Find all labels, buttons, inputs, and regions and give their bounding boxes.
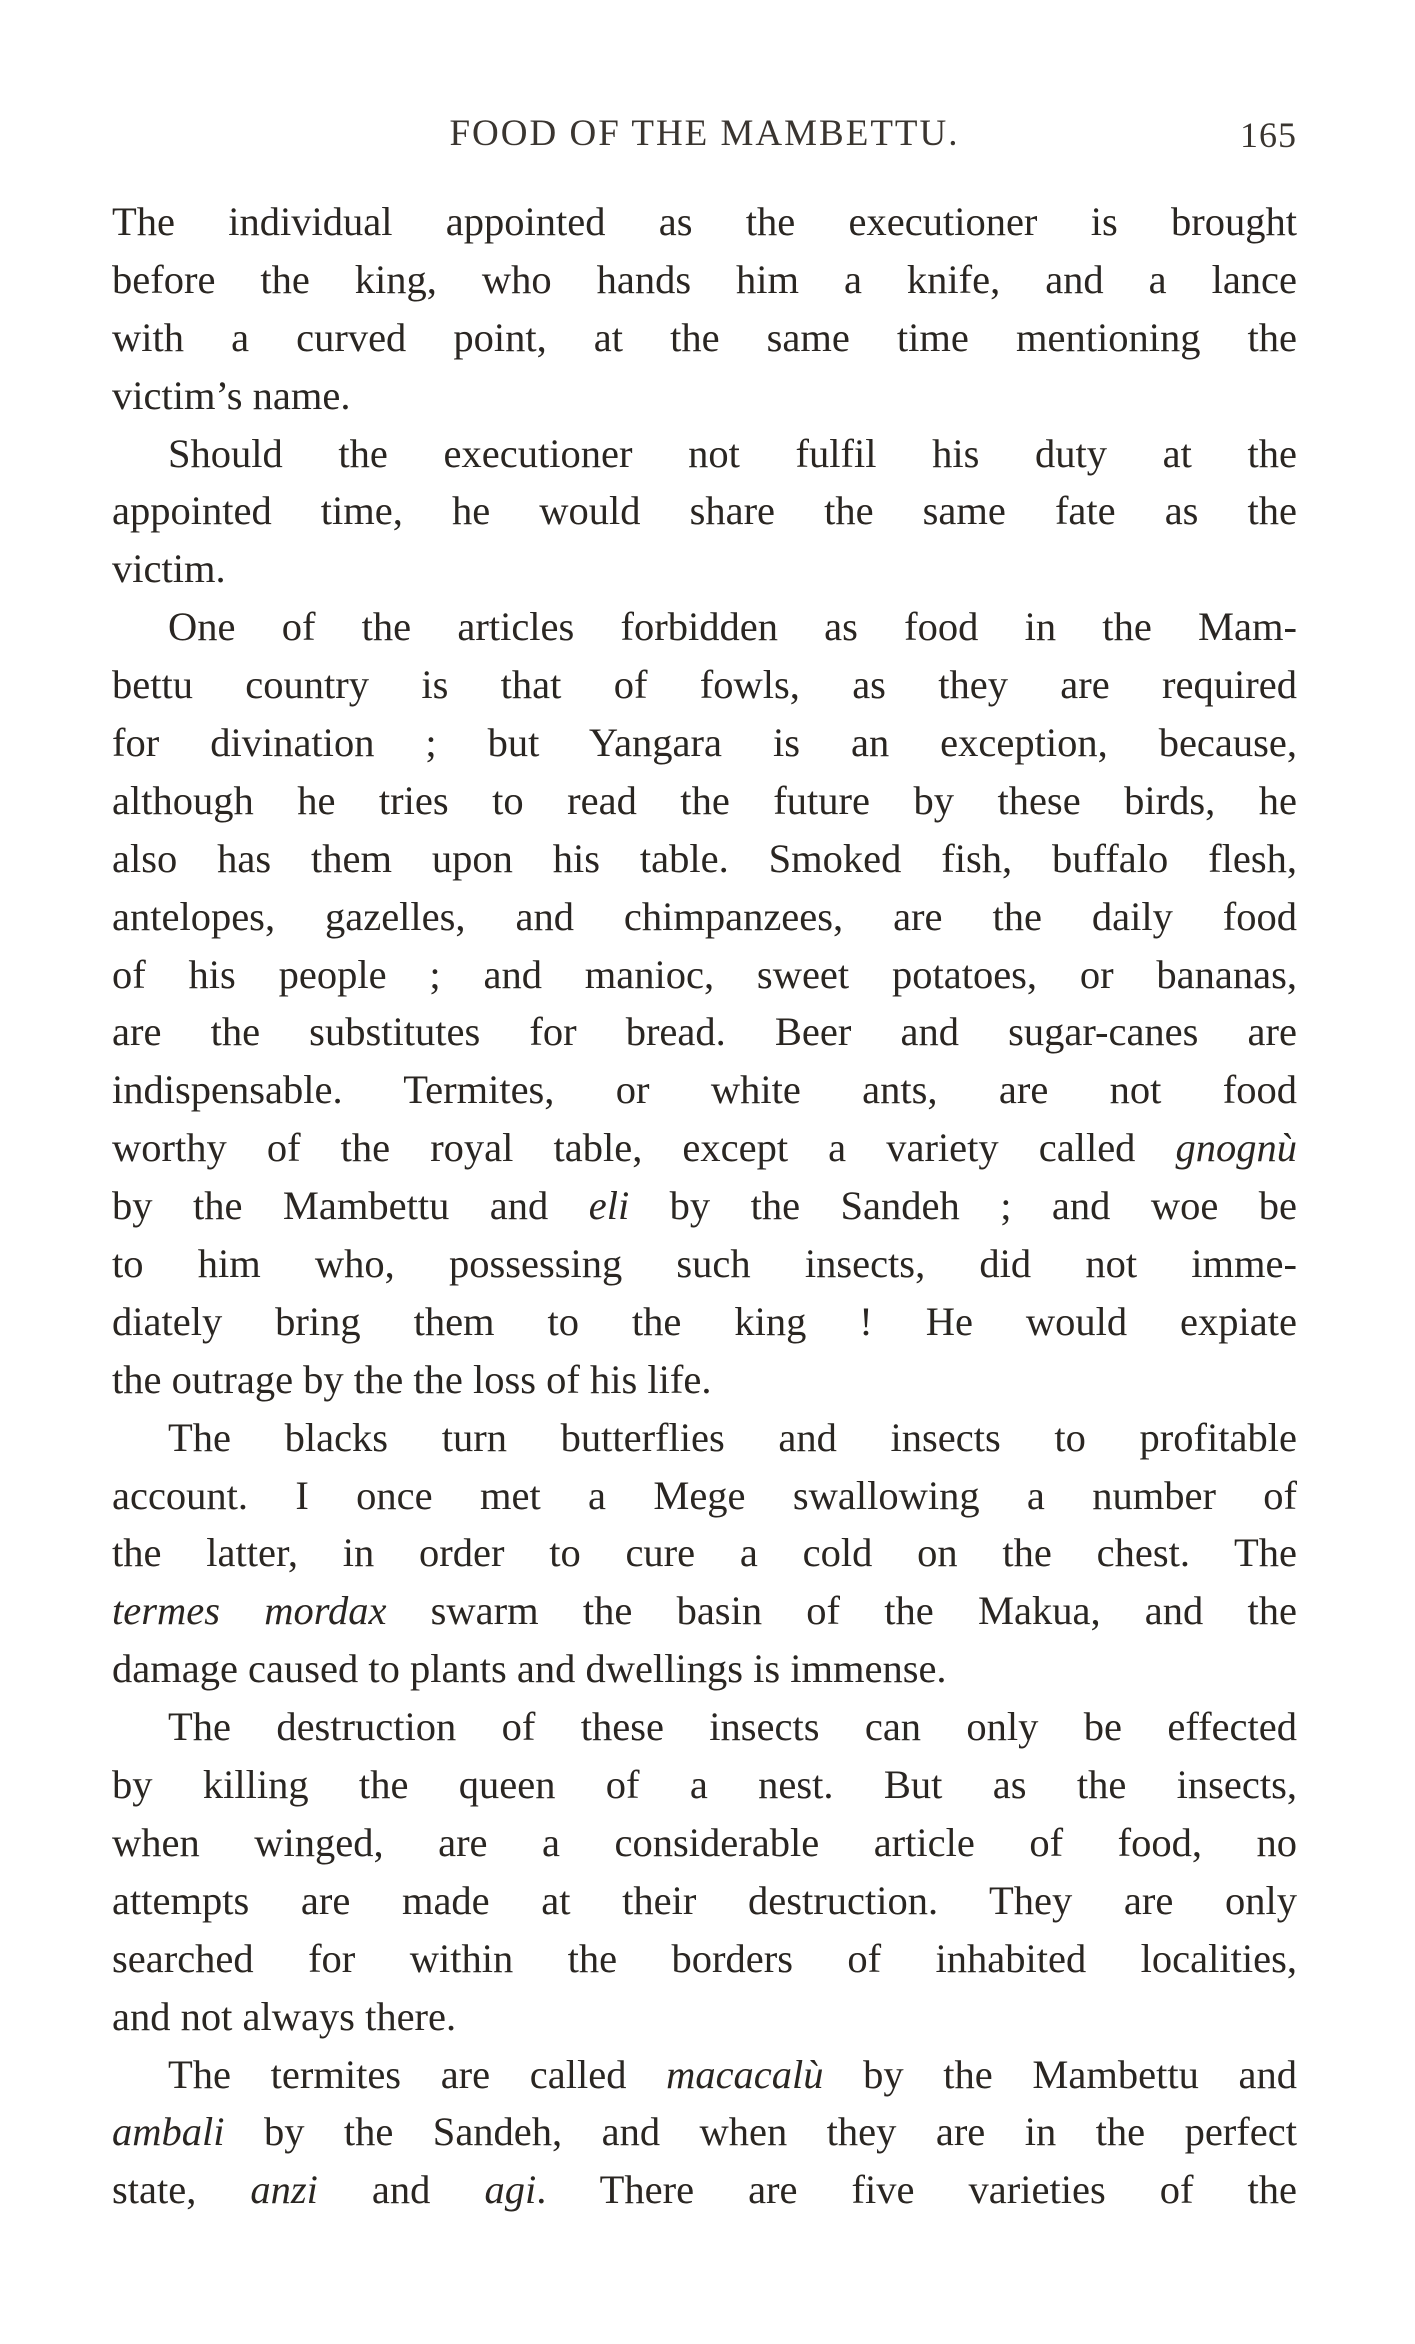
text-run: swarm the basin of the Makua, and the [386, 1588, 1297, 1634]
text-run: by killing the queen of a nest. But as the insects, [112, 1762, 1297, 1808]
text-line [112, 540, 1297, 598]
paragraph [112, 598, 1297, 1408]
text-line [112, 772, 1297, 830]
text-line [112, 425, 1297, 483]
text-line [112, 1467, 1297, 1525]
paragraph [112, 1409, 1297, 1698]
text-run: diately bring them to the king ! He would expiate [112, 1298, 1297, 1344]
text-run: to him who, possessing such insects, did not imme- [112, 1241, 1297, 1287]
text-run: when winged, are a considerable article of food, no [112, 1819, 1297, 1865]
text-line [112, 1061, 1297, 1119]
text-line [112, 1582, 1297, 1640]
text-line [112, 1756, 1297, 1814]
text-run: damage caused to plants and dwellings is immense. [112, 1646, 947, 1692]
text-run: the outrage by the the loss of his life. [112, 1356, 712, 1402]
italic-term: ambali [112, 2109, 225, 2155]
text-run: The individual appointed as the executioner is brought [112, 199, 1297, 244]
text-run: state, [112, 2167, 251, 2213]
text-run: Should the executioner not fulfil his duty at the [168, 430, 1297, 476]
text-line [112, 656, 1297, 714]
text-line [112, 251, 1297, 309]
text-line [112, 1872, 1297, 1930]
paragraph [112, 425, 1297, 599]
text-line [112, 1003, 1297, 1061]
text-line [112, 1235, 1297, 1293]
body-text [112, 193, 1297, 2219]
text-line [112, 1988, 1297, 2046]
text-run: although he tries to read the future by these birds, he [112, 777, 1297, 823]
text-run: attempts are made at their destruction. They are only [112, 1877, 1297, 1923]
text-line [112, 482, 1297, 540]
italic-term: agi [484, 2167, 537, 2213]
text-run: of his people ; and manioc, sweet potatoes, or bananas, [112, 951, 1297, 997]
text-run: . There are five varieties of the [536, 2167, 1298, 2213]
text-line [112, 1640, 1297, 1698]
text-line [112, 1698, 1297, 1756]
text-run: victim. [112, 546, 226, 592]
text-run: by the Mambettu and [823, 2051, 1297, 2097]
text-run: The blacks turn butterflies and insects to profitable [168, 1414, 1297, 1460]
text-line [112, 1814, 1297, 1872]
text-line [112, 193, 1297, 251]
text-run: the latter, in order to cure a cold on the chest. The [112, 1530, 1297, 1576]
paragraph [112, 1698, 1297, 2045]
text-line [112, 367, 1297, 425]
text-line [112, 2161, 1297, 2219]
text-line [112, 1177, 1297, 1235]
text-run: account. I once met a Mege swallowing a number of [112, 1472, 1297, 1518]
italic-term: termes mordax [112, 1588, 387, 1634]
text-line [112, 1293, 1297, 1351]
text-line [112, 1930, 1297, 1988]
text-run: are the substitutes for bread. Beer and sugar-canes are [112, 1009, 1297, 1055]
running-title: FOOD OF THE MAMBETTU. [449, 113, 960, 154]
text-line [112, 714, 1297, 772]
italic-term: macacalù [666, 2051, 824, 2097]
text-run: worthy of the royal table, except a variety called [112, 1125, 1176, 1171]
text-run: for divination ; but Yangara is an exception, because, [112, 720, 1297, 766]
text-line [112, 2103, 1297, 2161]
text-run: The termites are called [168, 2051, 667, 2097]
text-run: searched for within the borders of inhabited localities, [112, 1935, 1297, 1981]
italic-term: gnognù [1175, 1125, 1297, 1171]
italic-term: eli [588, 1183, 630, 1229]
paragraph [112, 2046, 1297, 2220]
italic-term: anzi [250, 2167, 318, 2213]
text-line [112, 1409, 1297, 1467]
text-run: bettu country is that of fowls, as they are required [112, 662, 1297, 708]
text-run: appointed time, he would share the same fate as the [112, 488, 1297, 534]
text-run: The destruction of these insects can only be effected [168, 1704, 1297, 1750]
text-line [112, 1524, 1297, 1582]
text-run: by the Sandeh ; and woe be [629, 1183, 1297, 1229]
text-line [112, 1119, 1297, 1177]
text-line [112, 946, 1297, 1004]
text-line [112, 830, 1297, 888]
text-run: One of the articles forbidden as food in the Mam- [168, 604, 1297, 650]
text-run: victim’s name. [112, 372, 351, 418]
text-run: and [317, 2167, 485, 2213]
text-run: with a curved point, at the same time mentioning the [112, 314, 1297, 360]
paragraph [112, 193, 1297, 425]
page-number: 165 [1240, 115, 1297, 155]
text-line [112, 1351, 1297, 1409]
text-run: by the Mambettu and [112, 1183, 589, 1229]
text-run: indispensable. Termites, or white ants, are not food [112, 1067, 1297, 1113]
text-run: and not always there. [112, 1993, 457, 2039]
text-line [112, 309, 1297, 367]
text-run: antelopes, gazelles, and chimpanzees, are the daily food [112, 893, 1297, 939]
text-line [112, 598, 1297, 656]
text-run: by the Sandeh, and when they are in the perfect [224, 2109, 1297, 2155]
text-line [112, 888, 1297, 946]
text-line [112, 2046, 1297, 2104]
text-run: before the king, who hands him a knife, and a lance [112, 256, 1297, 302]
text-run: also has them upon his table. Smoked fish, buffalo flesh, [112, 835, 1297, 881]
running-head [112, 112, 1297, 162]
